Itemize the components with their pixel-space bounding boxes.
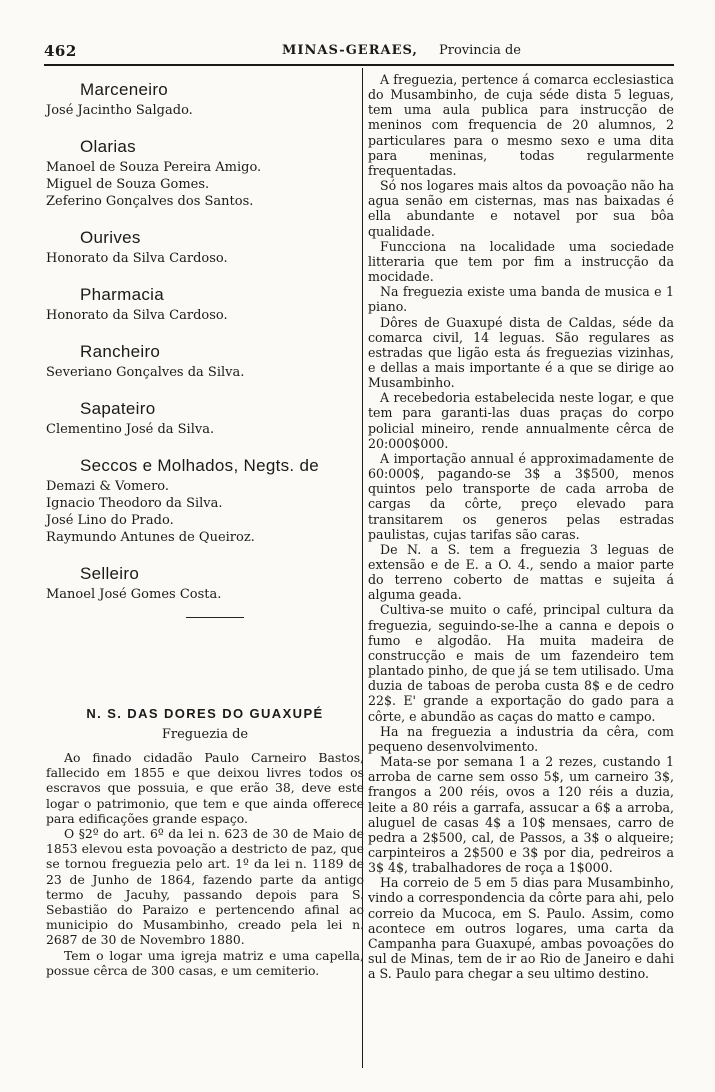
running-title: MINAS-GERAES, bbox=[282, 43, 418, 58]
paragraph: O §2º do art. 6º da lei n. 623 de 30 de Maio de 1853 elevou esta povoação a destricto de paz, que se tornou freguezia pelo art. 1º da lei n. 1189 de 23 de Junho de 1864, fazendo parte da antigo termo de Jacuhy, passando depois para S. Sebastião do Paraizo e pertencendo afinal ao municipio do Musambinho, creado pela lei n. 2687 de 30 de Novembro 1880. bbox=[46, 826, 364, 948]
directory-entry: Demazi & Vomero. bbox=[46, 479, 170, 494]
article-continuation-column bbox=[368, 72, 674, 981]
directory-entry: Zeferino Gonçalves dos Santos. bbox=[46, 194, 254, 209]
running-subtitle: Provincia de bbox=[439, 43, 521, 58]
directory-entry: José Lino do Prado. bbox=[46, 513, 174, 528]
paragraph: Na freguezia existe uma banda de musica e 1 piano. bbox=[368, 284, 674, 315]
section-title: Seccos e Molhados, Negts. de bbox=[80, 456, 319, 475]
section-rancheiro bbox=[46, 342, 358, 381]
section-pharmacia bbox=[46, 285, 358, 324]
district-heading: N. S. DAS DORES DO GUAXUPÉ bbox=[86, 706, 324, 721]
section-title: Marceneiro bbox=[80, 80, 169, 99]
header-rule bbox=[44, 64, 674, 66]
section-olarias bbox=[46, 137, 358, 210]
paragraph: Dôres de Guaxupé dista de Caldas, séde da comarca civil, 14 leguas. São regulares as estradas que ligão esta ás freguezias vizinhas, e dellas a mais importante é a que se dirige ao Musambinho. bbox=[368, 314, 674, 391]
directory-entry: Honorato da Silva Cardoso. bbox=[46, 308, 228, 323]
paragraph: Ao finado cidadão Paulo Carneiro Bastos, fallecido em 1855 e que deixou livres todos os escravos que possuia, e que erão 38, deve este logar o patrimonio, que tem e que ainda offerece para edificações grande espaço. bbox=[46, 750, 364, 826]
paragraph: A freguezia, pertence á comarca ecclesiastica do Musambinho, de cuja séde dista 5 leguas, tem uma aula publica para instrucção de meninos com frequencia de 20 alumnos, 2 particulares para o mesmo sexo e uma dita para meninas, todas regularmente frequentadas. bbox=[368, 72, 674, 178]
paragraph: Só nos logares mais altos da povoação não ha agua senão em cisternas, mas nas baixadas é ella abundante e notavel por sua bôa qualidade. bbox=[368, 178, 674, 239]
directory-entry: Clementino José da Silva. bbox=[46, 422, 215, 437]
district-article bbox=[46, 706, 364, 978]
district-subheading: Freguezia de bbox=[161, 727, 249, 742]
section-title: Selleiro bbox=[80, 564, 140, 583]
directory-entry: Severiano Gonçalves da Silva. bbox=[46, 365, 245, 380]
directory-entry: Manoel José Gomes Costa. bbox=[46, 587, 222, 602]
page-number: 462 bbox=[44, 42, 77, 60]
paragraph: A importação annual é approximadamente de 60:000$, pagando-se 3$ a 3$500, menos quintos pelo transporte de cada arroba de cargas da côrte, preço elevado para transitarem os generos pelas estradas paulistas, cujas tarifas são caras. bbox=[368, 450, 674, 542]
section-title: Pharmacia bbox=[80, 285, 164, 304]
paragraph: Mata-se por semana 1 a 2 rezes, custando 1 arroba de carne sem osso 5$, um carneiro 3$, frangos a 200 réis, ovos a 120 réis a duzia, leite a 80 réis a garrafa, assucar a 6$ a arroba, aluguel de casas 4$ a 10$ mensaes, carro de pedra a 2$500, cal, de Passos, a 3$ o alqueire; carpinteiros a 2$500 e 3$ por dia, pedreiros a 3$ 4$, trabalhadores de roça a 1$000. bbox=[368, 754, 674, 876]
paragraph: Ha correio de 5 em 5 dias para Musambinho, vindo a correspondencia da côrte para ahi, pelo correio da Mucoca, em S. Paulo. Assim, como acontece em outros logares, uma carta da Campanha para Guaxupé, ambas povoações do sul de Minas, tem de ir ao Rio de Janeiro e dahi a S. Paulo para chegar a seu ultimo destino. bbox=[368, 875, 674, 982]
directory-entry: Manoel de Souza Pereira Amigo. bbox=[46, 160, 262, 175]
directory-column bbox=[46, 80, 358, 636]
directory-entry: Honorato da Silva Cardoso. bbox=[46, 251, 228, 266]
paragraph: Funcciona na localidade uma sociedade litteraria que tem por fim a instrucção da mocidade. bbox=[368, 238, 674, 285]
section-end-rule bbox=[186, 617, 244, 618]
page-header bbox=[44, 40, 674, 62]
paragraph: Tem o logar uma igreja matriz e uma capella, possue cêrca de 300 casas, e um cemiterio. bbox=[46, 947, 364, 978]
paragraph: Ha na freguezia a industria da cêra, com pequeno desenvolvimento. bbox=[368, 723, 674, 754]
paragraph: A recebedoria estabelecida neste logar, e que tem para garanti-las duas praças do corpo policial mineiro, rende annualmente cêrca de 20:000$000. bbox=[368, 390, 674, 451]
section-title: Sapateiro bbox=[80, 399, 156, 418]
section-seccos-molhados bbox=[46, 456, 358, 546]
directory-entry: Ignacio Theodoro da Silva. bbox=[46, 496, 223, 511]
section-ourives bbox=[46, 228, 358, 267]
section-title: Olarias bbox=[80, 137, 136, 156]
directory-entry: Miguel de Souza Gomes. bbox=[46, 177, 210, 192]
paragraph: De N. a S. tem a freguezia 3 leguas de extensão e de E. a O. 4., sendo a maior parte do terreno coberto de mattas e sujeita á alguma geada. bbox=[368, 541, 674, 603]
section-sapateiro bbox=[46, 399, 358, 438]
paragraph: Cultiva-se muito o café, principal cultura da freguezia, seguindo-se-lhe a canna e depois o fumo e algodão. Ha muita madeira de construcção e mais de um fazendeiro tem plantado pinho, de que já se tem utilisado. Uma duzia de taboas de peroba custa 8$ e de cedro 22$. E' grande a exportação do gado para a côrte, e abundão as caças do matto e campo. bbox=[368, 602, 674, 724]
section-title: Rancheiro bbox=[80, 342, 161, 361]
section-marceneiro bbox=[46, 80, 358, 119]
section-title: Ourives bbox=[80, 228, 141, 247]
directory-entry: José Jacintho Salgado. bbox=[46, 103, 193, 118]
directory-entry: Raymundo Antunes de Queiroz. bbox=[46, 530, 255, 545]
section-selleiro bbox=[46, 564, 358, 618]
